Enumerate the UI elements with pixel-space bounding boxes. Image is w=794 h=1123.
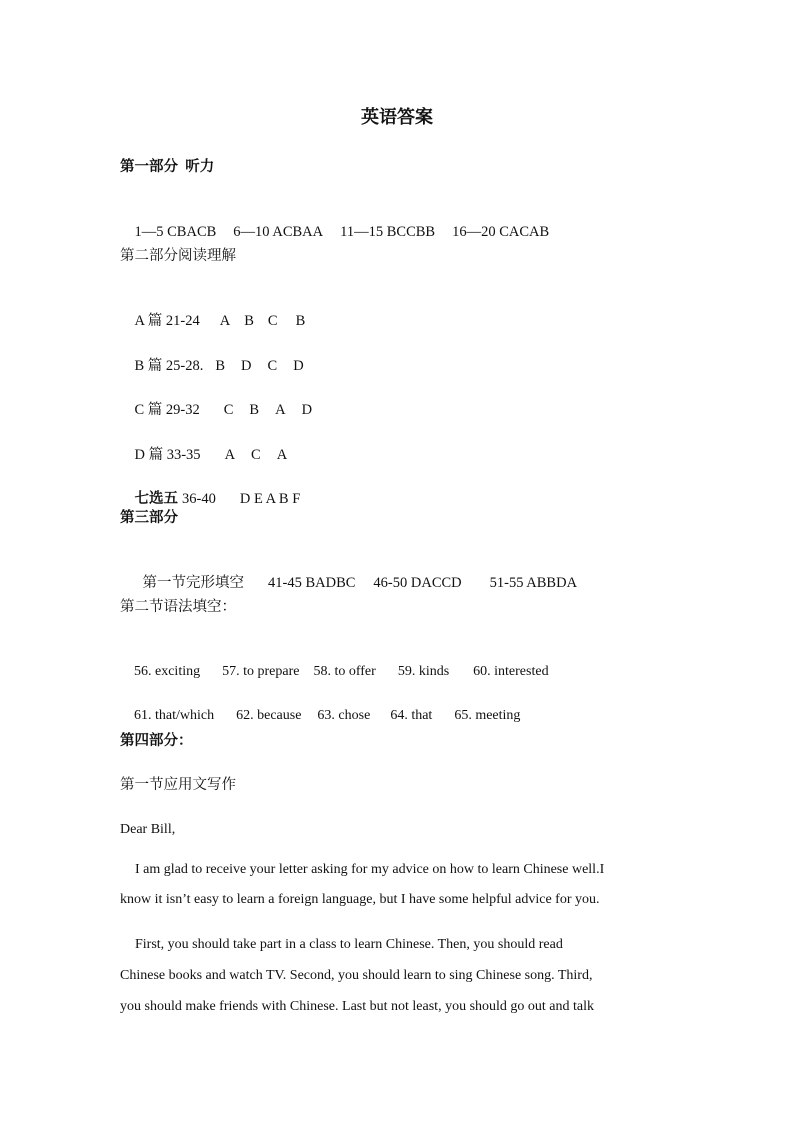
grammar-answer: 64. that <box>390 708 433 723</box>
seven-label: 七选五 <box>134 491 178 507</box>
answer: A <box>219 313 231 329</box>
answer-group: 6—10 ACBAA <box>233 224 324 240</box>
answer-group: 51-55 ABBDA <box>489 575 578 591</box>
answer: A <box>224 447 236 463</box>
grammar-answer: 57. to prepare <box>222 664 300 679</box>
grammar-answer: 59. kinds <box>397 664 450 679</box>
part3-heading: 第三部分 <box>120 510 178 526</box>
grammar-answer: 60. interested <box>473 664 549 679</box>
answer: C <box>251 447 261 463</box>
answer: D <box>241 358 252 374</box>
grammar-answer: 62. because <box>236 708 302 723</box>
answer: C <box>223 402 234 418</box>
answer: B <box>249 402 260 418</box>
part2-heading: 第二部分阅读理解 <box>120 248 236 264</box>
paragraph-line: First, you should take part in a class to learn Chinese. Then, you should read <box>135 937 563 952</box>
seven-range: 36-40 <box>182 491 216 507</box>
row-label: B 篇 25-28. <box>134 358 204 374</box>
seven-answers: D E A B F <box>239 491 301 507</box>
answer-group: 11—15 BCCBB <box>340 224 436 240</box>
row-label: D 篇 33-35 <box>134 447 201 463</box>
answer: B <box>215 358 226 374</box>
paragraph-line: know it isn’t easy to learn a foreign language, but I have some helpful advice for you. <box>120 892 600 907</box>
answer: C <box>267 358 278 374</box>
answer-group: 46-50 DACCD <box>373 575 462 591</box>
answer: B <box>244 313 254 329</box>
answer: D <box>301 402 313 418</box>
answer-group: 1—5 CBACB <box>134 224 217 240</box>
row-label: C 篇 29-32 <box>134 402 200 418</box>
grammar-answer: 63. chose <box>317 708 371 723</box>
answer: D <box>293 358 304 374</box>
answer: A <box>276 447 288 463</box>
grammar-answer: 58. to offer <box>313 664 376 679</box>
answer-group: 41-45 BADBC <box>268 575 356 591</box>
part1-heading: 第一部分 听力 <box>120 159 215 175</box>
grammar-heading: 第二节语法填空： <box>120 599 236 615</box>
answer: C <box>267 313 278 329</box>
grammar-answer: 61. that/which <box>134 708 215 723</box>
section1-label: 第一节完形填空 <box>142 575 244 591</box>
answer: B <box>295 313 306 329</box>
part4-heading: 第四部分： <box>120 733 193 749</box>
paragraph-line: Chinese books and watch TV. Second, you should learn to sing Chinese song. Third, <box>120 968 593 983</box>
letter-greeting: Dear Bill, <box>120 822 176 837</box>
paragraph-line: I am glad to receive your letter asking for my advice on how to learn Chinese well.I <box>135 862 605 877</box>
paragraph-line: you should make friends with Chinese. Last but not least, you should go out and talk <box>120 999 594 1014</box>
answer-group: 16—20 CACAB <box>452 224 550 240</box>
row-label: A 篇 21-24 <box>134 313 200 329</box>
page-title: 英语答案 <box>361 107 433 127</box>
grammar-answer: 56. exciting <box>134 664 201 679</box>
answer: A <box>275 402 286 418</box>
grammar-answer: 65. meeting <box>454 708 521 723</box>
writing-heading: 第一节应用文写作 <box>120 777 236 793</box>
